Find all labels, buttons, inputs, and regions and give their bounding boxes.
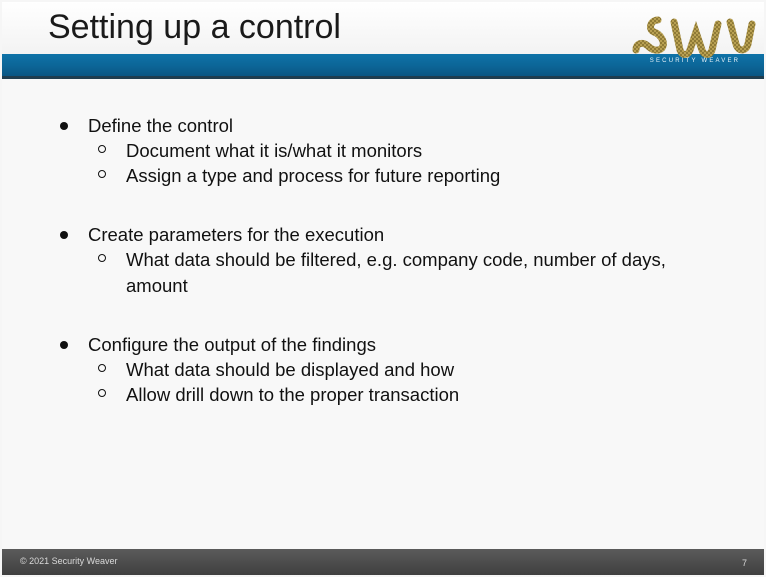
sub-bullet-text: What data should be filtered, e.g. company code, number of days, amount: [126, 249, 666, 296]
slide-footer: [2, 549, 764, 575]
sub-bullet-text: Allow drill down to the proper transaction: [126, 384, 460, 405]
sub-bullet-ring-icon: [98, 364, 106, 372]
slide-title: Setting up a control: [48, 8, 341, 46]
sub-bullet-text: Assign a type and process for future reporting: [126, 165, 501, 186]
bullet-text: Define the control: [88, 115, 234, 136]
bullet-dot-icon: [60, 341, 68, 349]
sub-bullet-text: Document what it is/what it monitors: [126, 140, 423, 161]
bullet-dot-icon: [60, 231, 68, 239]
sub-bullet-ring-icon: [98, 254, 106, 262]
sub-bullet-ring-icon: [98, 389, 106, 397]
bullet-text: Create parameters for the execution: [88, 224, 385, 245]
sub-bullet-text: What data should be displayed and how: [126, 359, 455, 380]
bullet-text: Configure the output of the findings: [88, 334, 376, 355]
footer-copyright: © 2021 Security Weaver: [20, 556, 118, 566]
sub-bullet-ring-icon: [98, 145, 106, 153]
sub-bullet-ring-icon: [98, 170, 106, 178]
logo-wordmark: SECURITY WEAVER: [649, 58, 741, 64]
page-number: 7: [742, 558, 748, 568]
slide: [2, 2, 764, 575]
bullet-dot-icon: [60, 122, 68, 130]
header-band-shadow: [2, 76, 764, 79]
